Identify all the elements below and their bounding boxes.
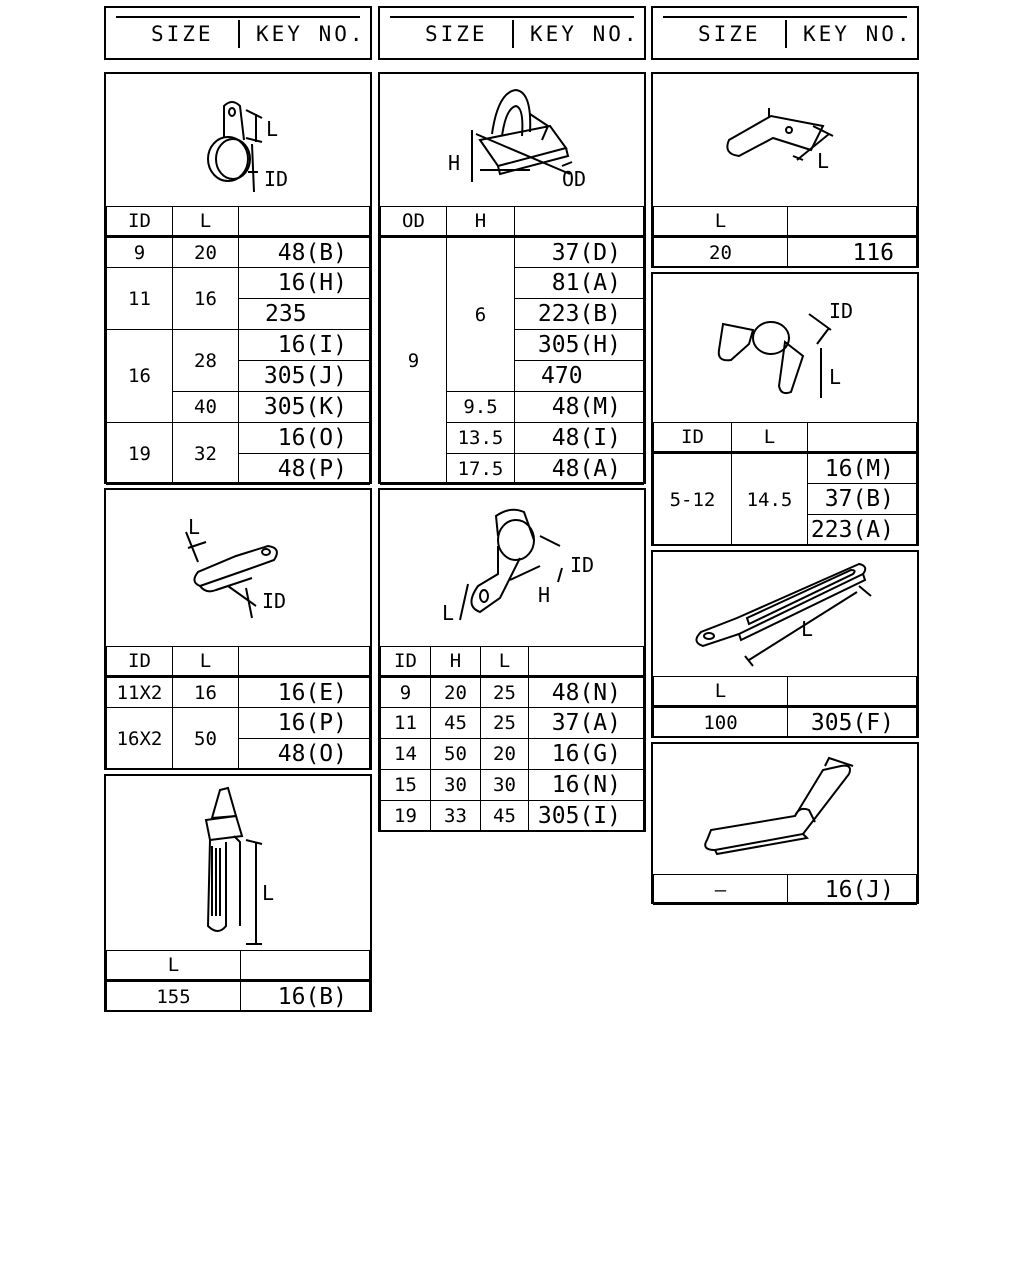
cell-key: 48(O) [239,739,370,770]
cell-l: 25 [481,708,529,739]
cell-key: 470 [515,361,644,392]
panel-flat-bracket [651,742,919,904]
cell-key: 48(M) [515,392,644,423]
col-l: L [173,207,239,237]
cell-h: 9.5 [447,392,515,423]
header-size: SIZE [425,22,488,46]
cell-key: 116 [788,237,917,268]
p-clamp-drawing [106,74,370,206]
col-key [788,677,917,707]
cell-od: 9 [381,237,447,485]
flat-bracket-table [653,874,917,905]
cell-key: 305(F) [788,707,917,738]
cell-key: 305(I) [529,801,644,832]
cell-id: 11 [107,268,173,330]
bracket-label-id: ID [570,553,595,577]
col-key [529,647,644,677]
cell-key: 223(A) [808,515,917,546]
cell-id: 16X2 [107,708,173,770]
cell-key: 16(E) [239,677,370,708]
slotted-strap-table [653,676,917,738]
push-mount-table [106,950,370,1012]
cell-id: 9 [381,677,431,708]
cell-id: 15 [381,770,431,801]
col-key [515,207,644,237]
cell-l: 40 [173,392,239,423]
cell-key: 81(A) [515,268,644,299]
loop-clamp-label-id: ID [262,589,287,613]
col-id: ID [107,207,173,237]
cell-key: 48(A) [515,454,644,485]
clip-id-label-l: L [829,365,842,389]
cell-id: 11X2 [107,677,173,708]
cell-l: 16 [173,268,239,330]
bracket-clamp-drawing [380,490,644,646]
cell-key: 16(M) [808,453,917,484]
cell-id: 9 [107,237,173,268]
clip-od-table [380,206,644,485]
col-id: ID [654,423,732,453]
col-l: L [654,207,788,237]
clip-id-drawing [653,274,917,422]
cell-l: 20 [173,237,239,268]
col-l: L [732,423,808,453]
cell-id: 16 [107,330,173,423]
push-mount-label-l: L [262,881,275,905]
panel-clip-od [378,72,646,484]
cell-key: 16(J) [788,875,917,905]
cell-key: 305(J) [239,361,370,392]
cell-l: — [654,875,788,905]
col-h: H [431,647,481,677]
panel-loop-clamp [104,488,372,770]
loop-clamp-drawing [106,490,370,646]
loop-clamp-label-l: L [188,515,201,539]
header-rule [663,16,907,18]
push-mount-drawing [106,776,370,950]
panel-bracket-clamp [378,488,646,832]
panel-slotted-strap [651,550,919,738]
bracket-label-l: L [442,601,455,625]
cell-key: 16(B) [241,981,370,1012]
clip-id-table [653,422,917,546]
cell-l: 50 [173,708,239,770]
cell-id: 19 [107,423,173,485]
hook-clip-drawing [653,74,917,206]
p-clamp-label-l: L [266,117,279,141]
cell-l: 25 [481,677,529,708]
panel-clip-id [651,272,919,546]
hook-clip-table [653,206,917,268]
col-key [239,207,370,237]
panel-hook-clip [651,72,919,268]
cell-h: 20 [431,677,481,708]
flat-bracket-drawing [653,744,917,874]
panel-push-mount [104,774,372,1012]
col-id: ID [381,647,431,677]
header-col-3 [651,6,919,60]
col-key [788,207,917,237]
header-key-no: KEY NO. [256,22,366,46]
cell-id: 14 [381,739,431,770]
col-key [241,951,370,981]
hook-clip-label-l: L [817,149,830,173]
header-size: SIZE [151,22,214,46]
cell-key: 48(N) [529,677,644,708]
cell-l: 14.5 [732,453,808,546]
header-key-no: KEY NO. [530,22,640,46]
cell-h: 50 [431,739,481,770]
clip-id-label-id: ID [829,299,854,323]
cell-key: 48(B) [239,237,370,268]
loop-clamp-table [106,646,370,770]
cell-key: 305(H) [515,330,644,361]
cell-l: 16 [173,677,239,708]
cell-h: 17.5 [447,454,515,485]
slotted-strap-label-l: L [801,617,814,641]
header-key-no: KEY NO. [803,22,913,46]
slotted-strap-drawing [653,552,917,676]
cell-l: 30 [481,770,529,801]
cell-key: 305(K) [239,392,370,423]
cell-key: 16(O) [239,423,370,454]
cell-key: 16(G) [529,739,644,770]
col-id: ID [107,647,173,677]
cell-l: 28 [173,330,239,392]
header-rule [116,16,360,18]
cell-l: 20 [481,739,529,770]
cell-h: 45 [431,708,481,739]
cell-key: 37(A) [529,708,644,739]
header-divider [512,20,514,48]
header-divider [238,20,240,48]
cell-key: 16(H) [239,268,370,299]
cell-id: 5-12 [654,453,732,546]
col-l: L [107,951,241,981]
header-col-1 [104,6,372,60]
bracket-clamp-table [380,646,644,832]
col-key [239,647,370,677]
clip-od-drawing [380,74,644,206]
p-clamp-table [106,206,370,485]
cell-l: 155 [107,981,241,1012]
cell-h: 33 [431,801,481,832]
cell-h: 13.5 [447,423,515,454]
header-divider [785,20,787,48]
cell-key: 48(I) [515,423,644,454]
cell-key: 235 [239,299,370,330]
col-l: L [173,647,239,677]
cell-key: 16(I) [239,330,370,361]
cell-key: 223(B) [515,299,644,330]
panel-p-clamp [104,72,372,484]
cell-l: 45 [481,801,529,832]
cell-key: 48(P) [239,454,370,485]
cell-key: 37(B) [808,484,917,515]
cell-key: 16(P) [239,708,370,739]
col-l: L [654,677,788,707]
header-col-2 [378,6,646,60]
header-rule [390,16,634,18]
col-key [808,423,917,453]
cell-id: 19 [381,801,431,832]
p-clamp-label-id: ID [264,167,289,191]
cell-l: 100 [654,707,788,738]
cell-key: 16(N) [529,770,644,801]
cell-id: 11 [381,708,431,739]
clip-od-label-od: OD [562,167,587,191]
col-l: L [481,647,529,677]
col-h: H [447,207,515,237]
cell-l: 32 [173,423,239,485]
clip-od-label-h: H [448,151,461,175]
cell-h: 6 [447,237,515,392]
cell-key: 37(D) [515,237,644,268]
col-od: OD [381,207,447,237]
cell-l: 20 [654,237,788,268]
bracket-label-h: H [538,583,551,607]
header-size: SIZE [698,22,761,46]
cell-h: 30 [431,770,481,801]
